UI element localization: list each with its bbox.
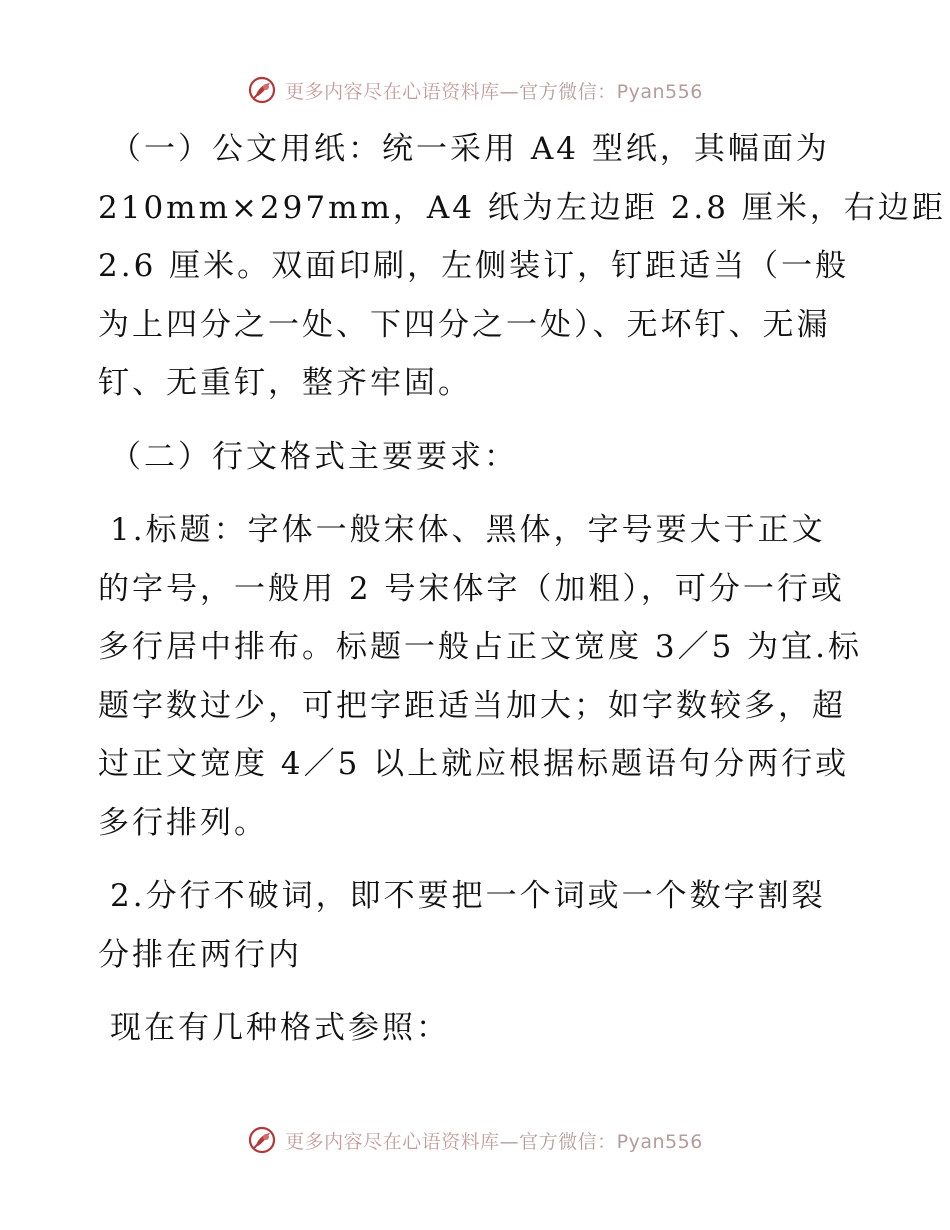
footer-banner-text [285, 1127, 703, 1154]
header-banner-dash: — [499, 80, 520, 103]
footer-banner-title: 更多内容尽在心语资料库 [285, 1130, 500, 1153]
footer-banner-wechat: 官方微信：Pyan556 [519, 1130, 703, 1153]
footer-banner-content [247, 1125, 703, 1155]
paragraph-format-references [98, 999, 858, 1058]
text-line: 2.6 厘米。双面印刷，左侧装订，钉距适当（一般 [98, 248, 850, 284]
text-line: 分排在两行内 [98, 936, 302, 973]
paragraph-format-heading [98, 428, 858, 487]
text-line: 1.标题：字体一般宋体、黑体，字号要大于正文 [110, 512, 826, 548]
paragraph-title-rules [98, 501, 863, 852]
text-line: 题字数过少，可把字距适当加大；如字数较多，超 [98, 687, 846, 724]
text-line: 210mm×297mm，A4 纸为左边距 2.8 厘米，右边距 [98, 189, 946, 226]
text-line: 的字号，一般用 2 号宋体字（加粗），可分一行或 [98, 570, 845, 607]
text-line: 现在有几种格式参照： [110, 1010, 450, 1046]
document-body [98, 120, 946, 1073]
footer-banner [0, 1120, 950, 1160]
text-line: 钉、无重钉，整齐牢固。 [98, 365, 472, 401]
header-banner-content [247, 75, 703, 105]
header-banner-wechat: 官方微信：Pyan556 [519, 80, 703, 103]
text-line: 多行排列。 [98, 804, 268, 841]
header-banner-text [285, 77, 703, 104]
rose-pen-logo-icon [247, 75, 277, 105]
text-line: 2.分行不破词，即不要把一个词或一个数字割裂 [110, 878, 826, 914]
rose-pen-logo-icon [247, 1125, 277, 1155]
text-line: 为上四分之一处、下四分之一处）、无坏钉、无漏 [98, 306, 831, 343]
text-line: （一）公文用纸：统一采用 A4 型纸，其幅面为 [110, 131, 830, 167]
header-banner [0, 70, 950, 110]
footer-banner-dash: — [499, 1130, 520, 1153]
text-line: （二）行文格式主要要求： [110, 438, 518, 475]
paragraph-paper-spec [98, 120, 946, 413]
text-line: 多行居中排布。标题一般占正文宽度 3／5 为宜.标 [98, 629, 863, 665]
paragraph-line-break-rule [98, 867, 858, 984]
text-line: 过正文宽度 4／5 以上就应根据标题语句分两行或 [98, 746, 850, 782]
header-banner-title: 更多内容尽在心语资料库 [285, 80, 500, 103]
